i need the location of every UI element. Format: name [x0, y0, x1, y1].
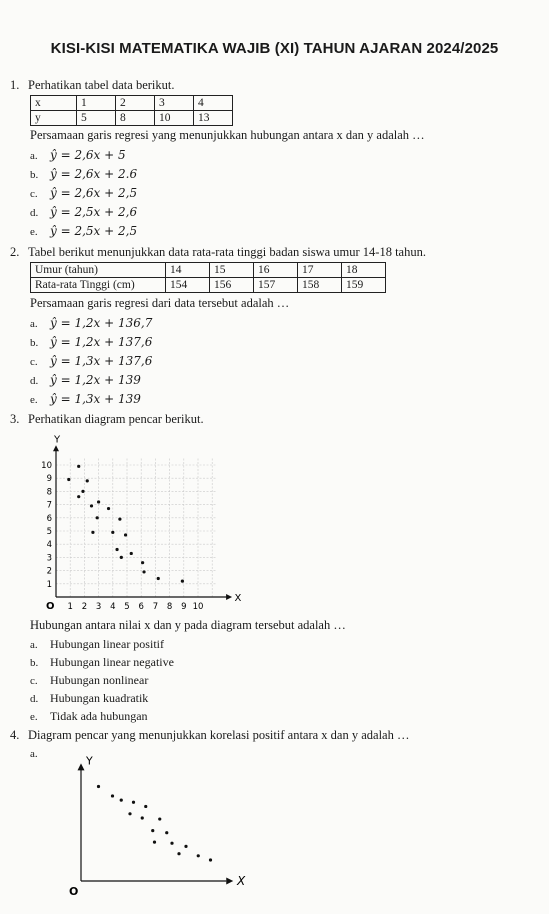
- option-text: ŷ = 2,6x + 2,5: [50, 186, 138, 200]
- question-2: [10, 245, 426, 260]
- x-tick-label: 2: [81, 602, 88, 612]
- table-row: [31, 111, 233, 126]
- q2-option-a[interactable]: [30, 316, 152, 331]
- scatter-point: [120, 556, 123, 559]
- scatter-point: [177, 852, 180, 855]
- table-cell: 156: [210, 278, 254, 293]
- scatter-point: [77, 495, 80, 498]
- q2-option-c[interactable]: [30, 354, 152, 369]
- scatter-point: [97, 500, 100, 503]
- option-text: ŷ = 2,6x + 5: [50, 148, 126, 162]
- q1-option-a[interactable]: [30, 148, 126, 163]
- scatter-point: [86, 479, 89, 482]
- x-axis-arrow: [226, 878, 233, 885]
- x-axis-label: X: [234, 593, 242, 604]
- option-letter: c.: [30, 675, 38, 687]
- scatter-point: [90, 504, 93, 507]
- scatter-point: [115, 548, 118, 551]
- option-text: ŷ = 2,5x + 2,6: [50, 205, 138, 219]
- table-cell: 2: [116, 96, 155, 111]
- table-row: [31, 263, 386, 278]
- x-tick-label: 1: [67, 602, 73, 612]
- question-text: Perhatikan diagram pencar berikut.: [28, 412, 204, 426]
- q2-option-b[interactable]: [30, 335, 152, 350]
- scatter-point: [91, 531, 94, 534]
- scatter-point: [184, 845, 187, 848]
- option-text: ŷ = 1,2x + 139: [50, 373, 141, 387]
- option-letter: c.: [30, 188, 38, 200]
- option-letter: d.: [30, 693, 39, 705]
- y-tick-label: 2: [46, 566, 52, 577]
- scatter-point: [111, 531, 114, 534]
- x-tick-label: 6: [138, 602, 144, 612]
- option-letter: a.: [30, 150, 38, 162]
- scatter-point: [67, 478, 70, 481]
- scatter-point: [124, 533, 127, 536]
- scatter-point: [158, 817, 161, 820]
- option-text: ŷ = 1,2x + 137,6: [50, 335, 153, 349]
- question-3: [10, 412, 204, 427]
- q3-scatter-plot: [30, 434, 242, 614]
- option-letter: a.: [30, 639, 38, 651]
- option-letter: e.: [30, 394, 38, 406]
- q2-stem: Persamaan garis regresi dari data tersebut adalah …: [30, 296, 290, 310]
- q3-option-a[interactable]: [30, 637, 164, 652]
- option-letter: c.: [30, 356, 38, 368]
- option-text: Hubungan linear negative: [50, 655, 174, 669]
- option-letter: b.: [30, 169, 39, 181]
- y-tick-label: 10: [41, 461, 52, 471]
- scatter-point: [97, 785, 100, 788]
- q3-option-d[interactable]: [30, 691, 148, 706]
- scatter-point: [81, 490, 84, 493]
- option-text: ŷ = 1,3x + 139: [50, 392, 141, 406]
- y-tick-label: 3: [46, 553, 52, 564]
- x-tick-label: 5: [124, 602, 130, 612]
- y-tick-label: 9: [46, 474, 52, 485]
- y-tick-label: 4: [46, 540, 52, 551]
- option-letter: e.: [30, 226, 38, 238]
- table-cell: Umur (tahun): [31, 263, 166, 278]
- option-text: ŷ = 1,2x + 136,7: [50, 316, 153, 330]
- y-axis-label: Y: [86, 754, 93, 768]
- q3-stem: Hubungan antara nilai x dan y pada diagram tersebut adalah …: [30, 618, 346, 632]
- option-text: Hubungan kuadratik: [50, 691, 149, 705]
- scatter-point: [142, 570, 145, 573]
- scatter-point: [170, 842, 173, 845]
- scatter-point: [96, 516, 99, 519]
- table-cell: 13: [194, 111, 233, 126]
- q1-option-d[interactable]: [30, 205, 137, 220]
- option-letter: e.: [30, 711, 38, 723]
- table-cell: 3: [155, 96, 194, 111]
- table-cell: 4: [194, 96, 233, 111]
- q2-option-d[interactable]: [30, 373, 141, 388]
- scatter-point: [141, 561, 144, 564]
- table-cell: 18: [342, 263, 386, 278]
- x-tick-label: 7: [152, 602, 159, 612]
- scatter-point: [107, 507, 110, 510]
- option-letter: d.: [30, 207, 39, 219]
- y-tick-label: 5: [46, 527, 52, 537]
- table-cell: x: [31, 96, 77, 111]
- scatter-point: [141, 816, 144, 819]
- question-1: [10, 78, 174, 93]
- y-axis-label: Y: [54, 434, 61, 446]
- table-cell: 15: [210, 263, 254, 278]
- table-row: [31, 278, 386, 293]
- option-letter: a.: [30, 748, 38, 760]
- y-axis-arrow: [78, 763, 85, 770]
- scatter-point: [165, 831, 168, 834]
- scatter-point: [128, 812, 131, 815]
- scatter-point: [120, 799, 123, 802]
- table-cell: 14: [166, 263, 210, 278]
- option-letter: b.: [30, 657, 39, 669]
- table-cell: 154: [166, 278, 210, 293]
- table-cell: 8: [116, 111, 155, 126]
- table-cell: y: [31, 111, 77, 126]
- scatter-point: [130, 552, 133, 555]
- table-cell: 157: [254, 278, 298, 293]
- q1-data-table: [30, 95, 233, 126]
- origin-label: O: [46, 601, 55, 612]
- x-tick-label: 3: [95, 602, 102, 612]
- table-cell: 158: [298, 278, 342, 293]
- table-row: [31, 96, 233, 111]
- q1-option-b[interactable]: [30, 167, 137, 182]
- table-cell: 16: [254, 263, 298, 278]
- question-text: Diagram pencar yang menunjukkan korelasi positif antara x dan y adalah …: [28, 728, 410, 742]
- option-text: ŷ = 1,3x + 137,6: [50, 354, 153, 368]
- scatter-point: [153, 841, 156, 844]
- x-tick-label: 4: [110, 602, 116, 612]
- q4-scatter-plot: [55, 754, 246, 910]
- scatter-point: [197, 854, 200, 857]
- x-tick-label: 10: [192, 602, 204, 612]
- scatter-point: [118, 518, 121, 521]
- q2-data-table: [30, 262, 386, 293]
- q3-option-b[interactable]: [30, 655, 174, 670]
- scatter-point: [209, 858, 212, 861]
- option-text: ŷ = 2,5x + 2,5: [50, 224, 138, 238]
- table-cell: 17: [298, 263, 342, 278]
- scatter-point: [181, 580, 184, 583]
- scatter-point: [144, 805, 147, 808]
- x-axis-label: X: [237, 874, 246, 888]
- q2-option-e[interactable]: [30, 392, 141, 407]
- q1-option-c[interactable]: [30, 186, 137, 201]
- question-text: Tabel berikut menunjukkan data rata-rata tinggi badan siswa umur 14-18 tahun.: [28, 245, 426, 259]
- scatter-point: [151, 829, 154, 832]
- x-tick-label: 9: [181, 602, 187, 612]
- y-tick-label: 7: [46, 500, 52, 511]
- option-letter: a.: [30, 318, 38, 330]
- option-letter: d.: [30, 375, 39, 387]
- question-4: [10, 728, 409, 743]
- option-text: ŷ = 2,6x + 2.6: [50, 167, 138, 181]
- question-number: 3.: [10, 412, 20, 426]
- x-axis-arrow: [226, 594, 232, 600]
- option-letter: b.: [30, 337, 39, 349]
- y-tick-label: 1: [46, 579, 52, 590]
- q1-stem: Persamaan garis regresi yang menunjukkan hubungan antara x dan y adalah …: [30, 128, 425, 142]
- table-cell: 5: [77, 111, 116, 126]
- question-text: Perhatikan tabel data berikut.: [28, 78, 175, 92]
- option-text: Hubungan nonlinear: [50, 673, 149, 687]
- scatter-point: [157, 577, 160, 580]
- q3-option-e[interactable]: [30, 709, 148, 724]
- y-tick-label: 6: [46, 513, 52, 524]
- table-cell: 1: [77, 96, 116, 111]
- y-tick-label: 8: [46, 487, 52, 498]
- q4-option-a[interactable]: [30, 746, 50, 761]
- option-text: Tidak ada hubungan: [50, 709, 148, 723]
- x-tick-label: 8: [166, 602, 173, 612]
- y-axis-arrow: [53, 445, 59, 451]
- question-number: 2.: [10, 245, 20, 259]
- q3-option-c[interactable]: [30, 673, 148, 688]
- scatter-point: [77, 465, 80, 468]
- page-title: KISI-KISI MATEMATIKA WAJIB (XI) TAHUN AJARAN 2024/2025: [50, 40, 499, 57]
- q1-option-e[interactable]: [30, 224, 137, 239]
- table-cell: 159: [342, 278, 386, 293]
- option-text: Hubungan linear positif: [50, 637, 164, 651]
- question-number: 4.: [10, 728, 20, 742]
- scatter-point: [111, 794, 114, 797]
- origin-label: O: [69, 885, 79, 898]
- table-cell: Rata-rata Tinggi (cm): [31, 278, 166, 293]
- table-cell: 10: [155, 111, 194, 126]
- scatter-point: [132, 801, 135, 804]
- question-number: 1.: [10, 78, 20, 92]
